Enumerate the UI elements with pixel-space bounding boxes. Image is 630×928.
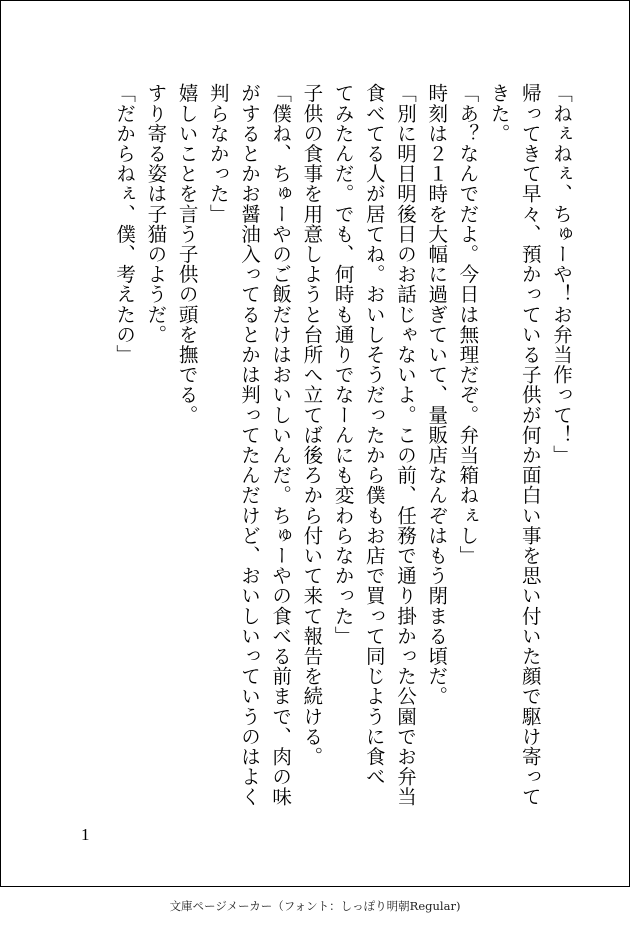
text-line: 「あ？なんでだよ。今日は無理だぞ。弁当箱ねぇし」 (456, 83, 480, 566)
page-number: 1 (81, 825, 90, 844)
text-line: 帰ってきて早々、預かっている子供が何か面白い事を思い付いた顔で駆け寄って (518, 83, 542, 807)
text-line: 「ねぇねぇ、ちゅーや！お弁当作って！」 (550, 83, 573, 465)
text-line: 「だからねぇ、僕、考えたの」 (113, 83, 137, 365)
footer-credit: 文庫ページメーカー（フォント：しっぽり明朝Regular) (169, 899, 461, 913)
text-line: 判らなかった」 (206, 83, 230, 224)
text-line: 「別に明日明後日のお話じゃないよ。この前、任務で通り掛かった公園でお弁当 (393, 83, 417, 807)
text-line: 嬉しいことを言う子供の頭を撫でる。 (175, 83, 199, 425)
text-line: すり寄る姿は子猫のようだ。 (144, 83, 168, 345)
text-line: てみたんだ。でも、何時も通りでなーんにも変わらなかった」 (331, 83, 355, 646)
text-line: がするとかお醤油入ってるとかは判ってたんだけど、おいしいっていうのはよく (237, 83, 261, 807)
text-line: きた。 (487, 83, 511, 144)
text-line: 食べてる人が居てね。おいしそうだったから僕もお店で買って同じように食べ (362, 83, 386, 787)
text-line: 時刻は２１時を大幅に過ぎていて、量販店なんぞはもう閉まる頃だ。 (425, 83, 449, 707)
vertical-text-body (77, 83, 577, 843)
text-line: 子供の食事を用意しようと台所へ立てば後ろから付いて来て報告を続ける。 (300, 83, 324, 767)
text-line: 「僕ね、ちゅーやのご飯だけはおいしいんだ。ちゅーやの食べる前まで、肉の味 (269, 83, 293, 807)
